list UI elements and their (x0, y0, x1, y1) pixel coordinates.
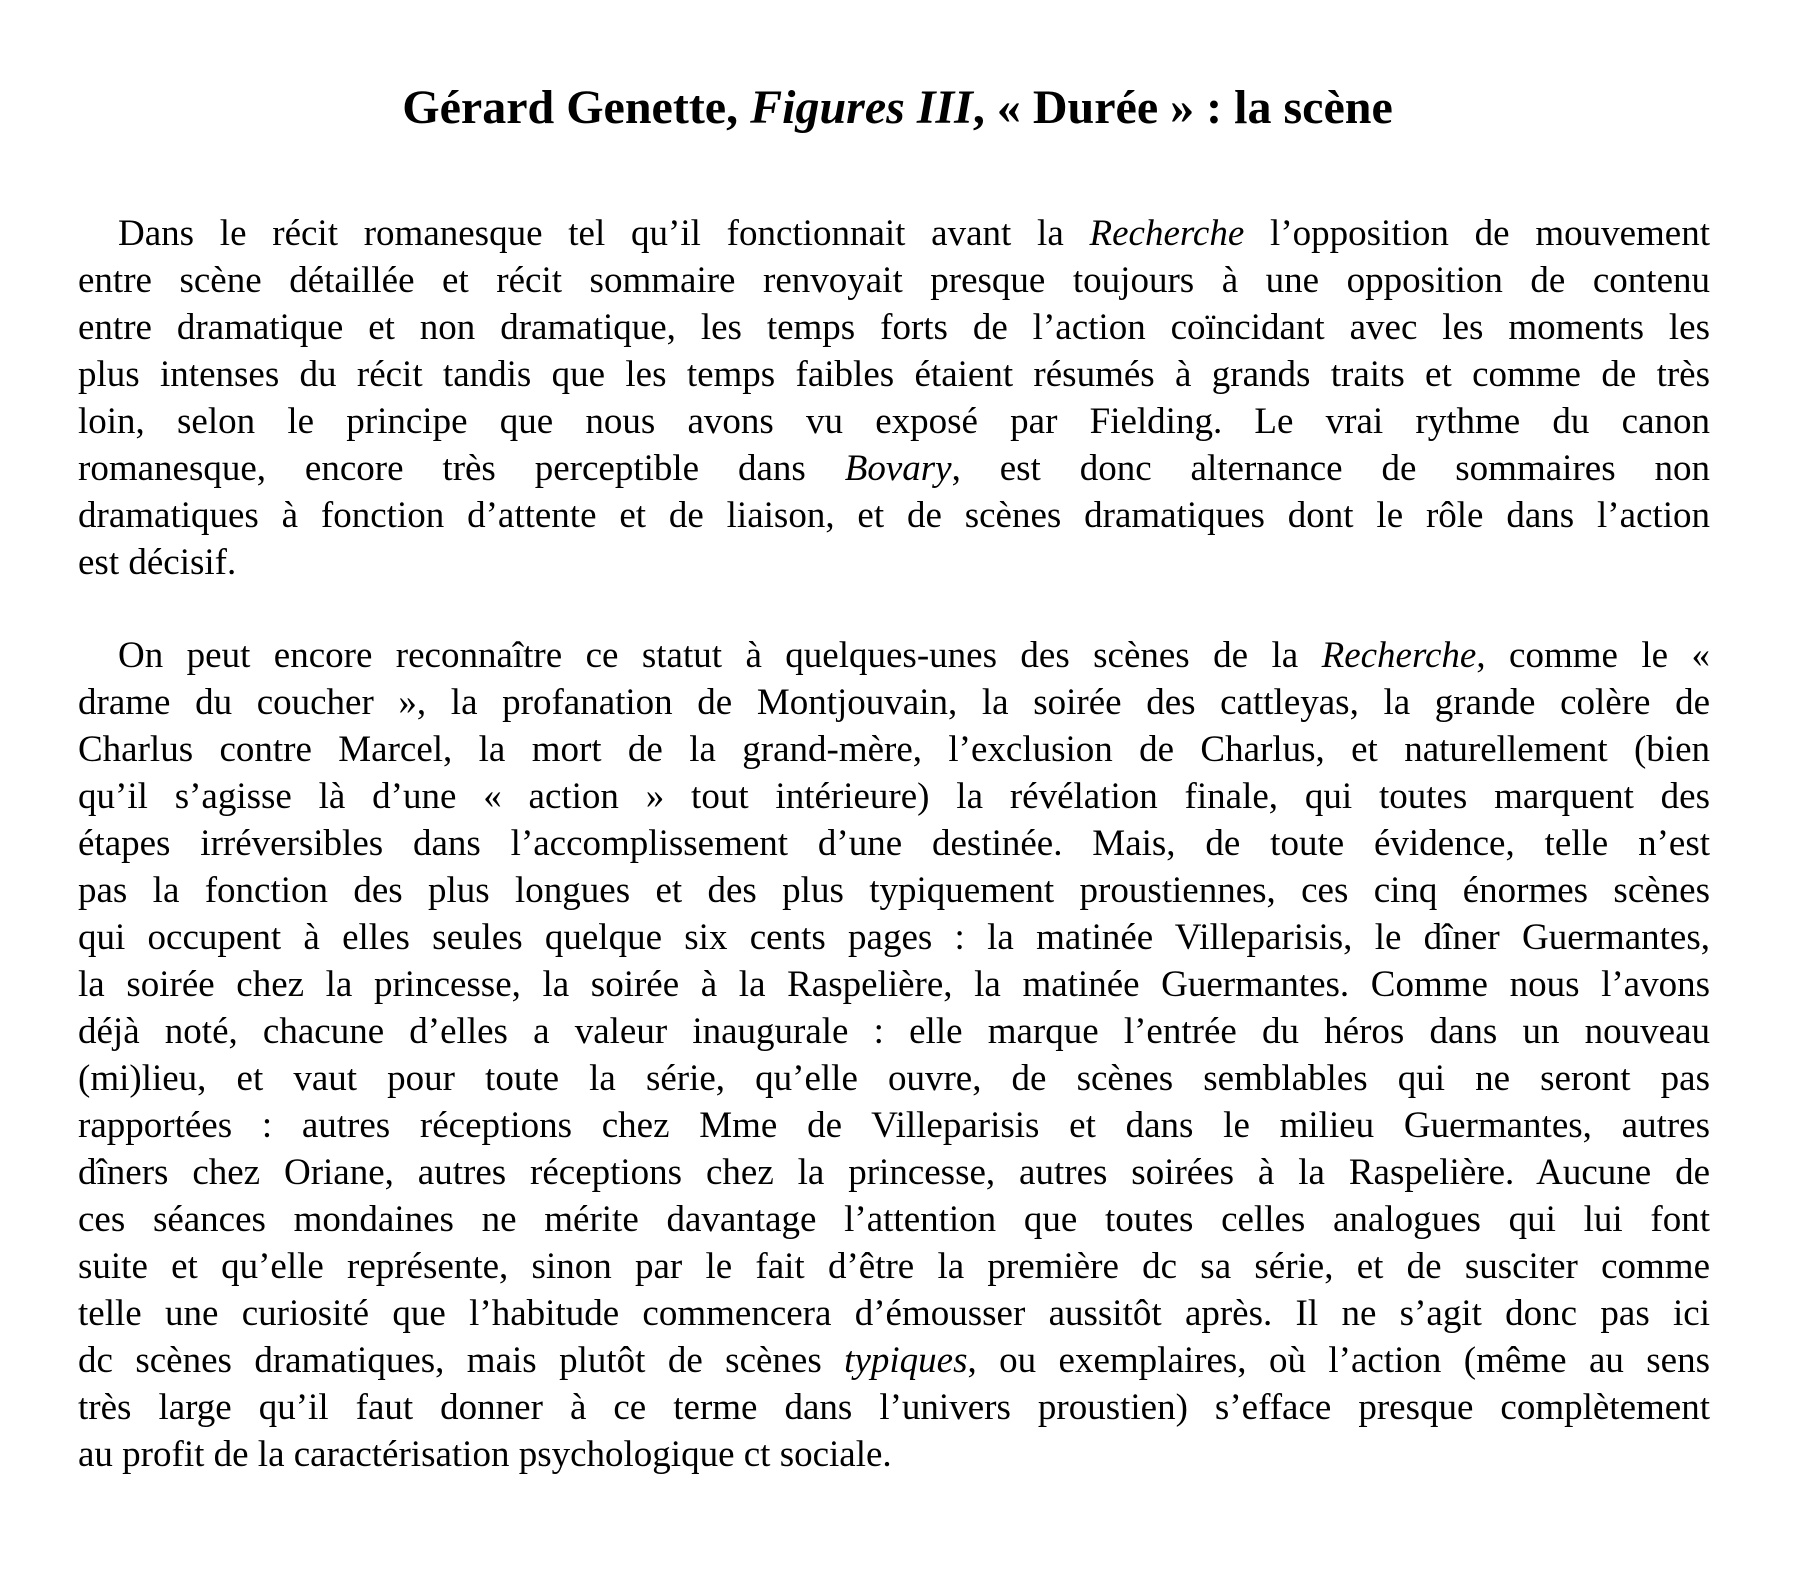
text-line (78, 1384, 1710, 1431)
text-segment: , est donc alternance de sommaires non (951, 448, 1710, 489)
text-line (78, 914, 1710, 961)
italic-text-segment: Figures III (750, 81, 973, 134)
text-line (78, 867, 1710, 914)
italic-text-segment: Recherche (1089, 213, 1245, 254)
text-segment: étapes irréversibles dans l’accomplissement d’une destinée. Mais, de toute évidence, telle n’est (78, 823, 1710, 864)
paragraph-2 (78, 632, 1710, 1478)
text-line (78, 1102, 1710, 1149)
text-line (78, 492, 1710, 539)
text-segment: (mi)lieu, et vaut pour toute la série, qu’elle ouvre, de scènes semblables qui ne seront pas (78, 1058, 1710, 1099)
paragraph-1 (78, 210, 1710, 586)
text-line (78, 398, 1710, 445)
italic-text-segment: Recherche (1321, 635, 1477, 676)
text-line (78, 1149, 1710, 1196)
text-segment: On peut encore reconnaître ce statut à quelques-unes des scènes de la (118, 635, 1322, 676)
text-segment: suite et qu’elle représente, sinon par le fait d’être la première dc sa série, et de susciter comme (78, 1246, 1710, 1287)
text-segment: dc scènes dramatiques, mais plutôt de scènes (78, 1340, 845, 1381)
text-segment: plus intenses du récit tandis que les temps faibles étaient résumés à grands traits et comme de très (78, 354, 1710, 395)
text-line (78, 1008, 1710, 1055)
text-segment: , « Durée » : la scène (972, 81, 1393, 134)
text-line (78, 1337, 1710, 1384)
text-segment: pas la fonction des plus longues et des plus typiquement proustiennes, ces cinq énormes scènes (78, 870, 1710, 911)
text-segment: la soirée chez la princesse, la soirée à la Raspelière, la matinée Guermantes. Comme nous l’avons (78, 964, 1710, 1005)
document-title (0, 80, 1795, 136)
text-segment: , ou exemplaires, où l’action (même au sens (967, 1340, 1710, 1381)
text-line (78, 726, 1710, 773)
text-segment: ces séances mondaines ne mérite davantage l’attention que toutes celles analogues qui lui font (78, 1199, 1710, 1240)
text-line (78, 351, 1710, 398)
text-line (78, 445, 1710, 492)
text-segment: dîners chez Oriane, autres réceptions chez la princesse, autres soirées à la Raspelière. Aucune de (78, 1152, 1710, 1193)
text-line (78, 304, 1710, 351)
text-segment: déjà noté, chacune d’elles a valeur inaugurale : elle marque l’entrée du héros dans un nouveau (78, 1011, 1710, 1052)
text-segment: telle une curiosité que l’habitude commencera d’émousser aussitôt après. Il ne s’agit donc pas ici (78, 1293, 1710, 1334)
text-segment: est décisif. (78, 542, 237, 583)
text-segment: , comme le « (1476, 635, 1710, 676)
text-segment: entre scène détaillée et récit sommaire renvoyait presque toujours à une opposition de contenu (78, 260, 1710, 301)
text-segment: très large qu’il faut donner à ce terme dans l’univers proustien) s’efface presque complètement (78, 1387, 1710, 1428)
text-line (78, 1290, 1710, 1337)
text-line (78, 1431, 1710, 1478)
text-segment: qui occupent à elles seules quelque six cents pages : la matinée Villeparisis, le dîner Guermantes, (78, 917, 1710, 958)
text-segment: drame du coucher », la profanation de Montjouvain, la soirée des cattleyas, la grande colère de (78, 682, 1710, 723)
text-segment: rapportées : autres réceptions chez Mme de Villeparisis et dans le milieu Guermantes, autres (78, 1105, 1710, 1146)
text-segment: l’opposition de mouvement (1244, 213, 1710, 254)
text-line (78, 210, 1710, 257)
text-line (78, 679, 1710, 726)
text-line (78, 1055, 1710, 1102)
text-line (78, 773, 1710, 820)
text-line (78, 961, 1710, 1008)
text-segment: entre dramatique et non dramatique, les temps forts de l’action coïncidant avec les moments les (78, 307, 1710, 348)
text-segment: romanesque, encore très perceptible dans (78, 448, 845, 489)
italic-text-segment: Bovary (844, 448, 952, 489)
text-line (78, 820, 1710, 867)
text-segment: Dans le récit romanesque tel qu’il fonctionnait avant la (118, 213, 1090, 254)
text-line (78, 539, 1710, 586)
text-segment: qu’il s’agisse là d’une « action » tout intérieure) la révélation finale, qui toutes marquent des (78, 776, 1710, 817)
text-segment: Charlus contre Marcel, la mort de la grand-mère, l’exclusion de Charlus, et naturellement (bien (78, 729, 1710, 770)
text-line (78, 257, 1710, 304)
text-segment: loin, selon le principe que nous avons vu exposé par Fielding. Le vrai rythme du canon (78, 401, 1710, 442)
text-line (78, 1243, 1710, 1290)
text-segment: au profit de la caractérisation psychologique ct sociale. (78, 1434, 892, 1475)
italic-text-segment: typiques (844, 1340, 968, 1381)
text-line (78, 1196, 1710, 1243)
text-segment: dramatiques à fonction d’attente et de liaison, et de scènes dramatiques dont le rôle dans l’action (78, 495, 1710, 536)
text-segment: Gérard Genette, (402, 81, 751, 134)
document-body (78, 210, 1710, 1478)
text-line (78, 632, 1710, 679)
